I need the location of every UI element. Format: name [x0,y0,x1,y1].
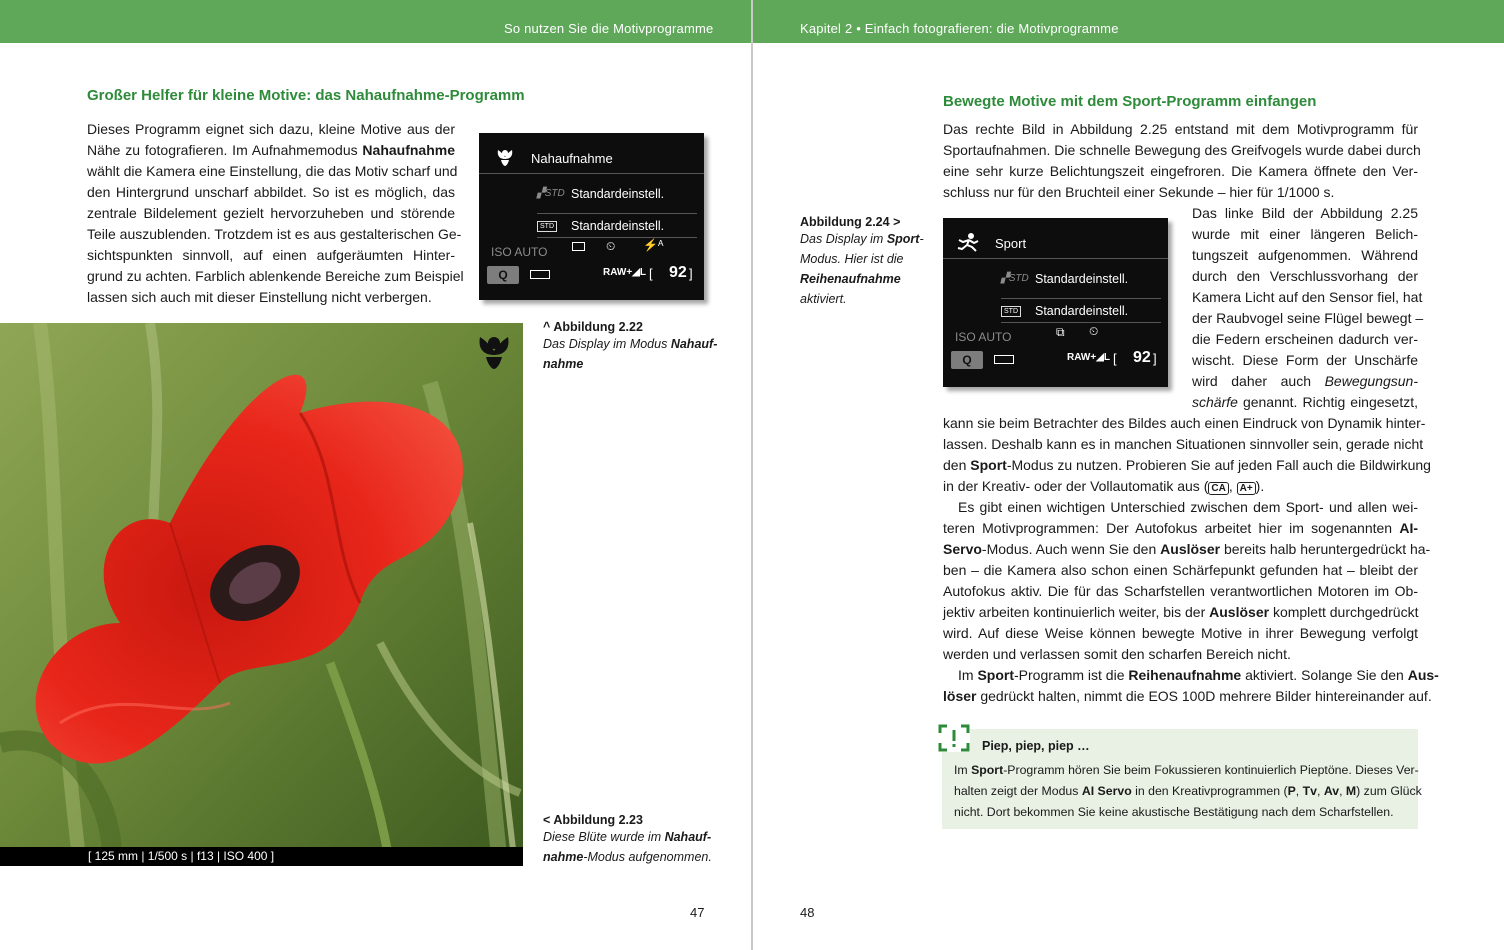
sport-runner-icon [956,232,980,252]
right-heading: Bewegte Motive mit dem Sport-Programm einfangen [943,93,1317,110]
scene-intelligent-auto-icon: A+ [1237,482,1256,495]
macro-mode-icon [474,333,514,373]
photo-exif-caption: [ 125 mm | 1/500 s | f13 | ISO 400 ] [0,847,523,866]
std-tag: STD [1001,306,1021,317]
shots-remaining: 92 [1133,349,1151,366]
image-quality: RAW+◢L [1067,352,1110,363]
page-number-left: 47 [690,905,705,920]
caret-right-icon: > [889,215,901,229]
battery-icon [530,270,550,279]
single-shot-icon [572,242,585,251]
figure-caption-2-22: ^ Abbildung 2.22 Das Display im Modus Nahauf- nahme [543,320,718,371]
lcd-ambience-value: Standardeinstell. [571,219,665,233]
self-timer-off-icon: ⏲ [1089,324,1099,338]
lcd-ambience-value: Standardeinstell. [1035,304,1129,318]
macro-flower-icon [495,149,515,167]
lcd-mode-label-sport: Sport [995,236,1027,251]
self-timer-off-icon: ⏲ [606,239,616,253]
header-left-text: So nutzen Sie die Motivprogramme [504,21,714,36]
poppy-photo [0,323,523,866]
picture-style-icon: ▞STD [537,188,565,199]
camera-lcd-macro: Nahaufnahme ▞STD Standardeinstell. STD Standardeinstell. ⏲ ⚡ᴬ ISO AUTO Q RAW+◢L [ 92 ] [479,133,704,300]
tip-focus-icon [938,724,970,752]
lcd-style-value: Standardeinstell. [1035,272,1129,286]
shots-remaining: 92 [669,264,687,281]
bracket-icon: [ [649,266,653,281]
header-right-text: Kapitel 2 • Einfach fotografieren: die Motivprogramme [800,21,1119,36]
continuous-shooting-icon: ⧉ [1056,325,1065,339]
lcd-style-value: Standardeinstell. [571,187,665,201]
figure-caption-2-23: < Abbildung 2.23 Diese Blüte wurde im Nahauf- nahme-Modus aufgenommen. [543,813,712,864]
iso-auto: ISO AUTO [955,330,1012,344]
tip-title: Piep, piep, piep … [982,739,1090,753]
page-gutter [751,0,753,950]
caret-left-icon: < [543,813,554,827]
picture-style-icon: ▞STD [1001,273,1029,284]
page-number-right: 48 [800,905,815,920]
lcd-mode-label: Nahaufnahme [531,151,613,166]
battery-icon [994,355,1014,364]
tip-text: Im Sport-Programm hören Sie beim Fokussieren kontinuierlich Pieptöne. Dieses Ver- halten zeigt der Modus AI Servo in den Kreativprogrammen (P, Tv, Av, M) zum Glück nicht. Dort bekommen Sie keine akustische Bestätigung nach dem Scharfstellen. [954,763,1422,819]
quick-control-button[interactable]: Q [951,351,983,369]
std-tag: STD [537,221,557,232]
flash-auto-icon: ⚡ᴬ [643,238,664,252]
quick-control-button[interactable]: Q [487,266,519,284]
iso-auto: ISO AUTO [491,245,548,259]
left-heading: Großer Helfer für kleine Motive: das Nahaufnahme-Programm [87,87,525,104]
creative-auto-icon: CA [1208,482,1228,495]
image-quality: RAW+◢L [603,267,646,278]
camera-lcd-sport: Sport ▞STD Standardeinstell. STD Standardeinstell. ⧉ ⏲ ISO AUTO Q RAW+◢L [ 92 ] [943,218,1168,387]
caret-up-icon: ^ [543,320,554,334]
figure-caption-2-24: Abbildung 2.24 > Das Display im Sport- Modus. Hier ist die Reihenaufnahme aktiviert. [800,215,924,306]
